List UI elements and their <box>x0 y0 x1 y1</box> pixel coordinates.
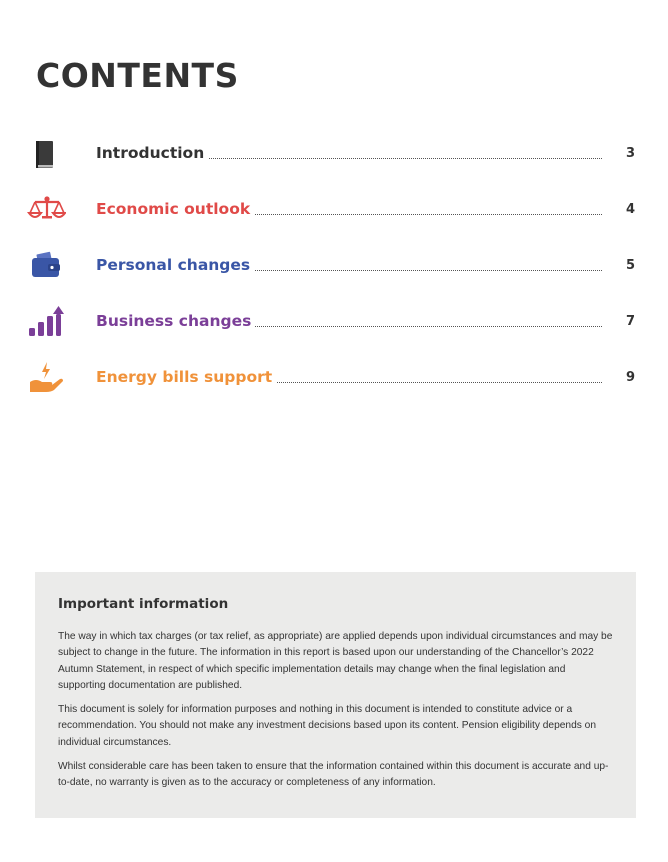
toc-page-number: 9 <box>625 370 635 385</box>
hand-energy-icon <box>26 360 66 396</box>
scales-icon <box>26 192 66 228</box>
book-icon <box>26 136 66 172</box>
toc-page-number: 3 <box>625 146 635 161</box>
page-title: CONTENTS <box>36 56 239 95</box>
toc-item-personal-changes[interactable] <box>26 244 638 300</box>
important-information-box <box>35 572 636 818</box>
table-of-contents <box>26 132 638 412</box>
toc-page-number: 7 <box>625 314 635 329</box>
info-paragraph: The way in which tax charges (or tax relief, as appropriate) are applied depends upon individual circumstances and may be subject to change in the future. The information in this report is based upon our understanding of the Chancellor’s 2022 Autumn Statement, in respect of which specific implementation details may change when the final legislation and supporting documentation are published. <box>58 631 613 691</box>
toc-label: Personal changes <box>96 255 254 275</box>
toc-label: Business changes <box>96 311 255 331</box>
toc-item-economic-outlook[interactable] <box>26 188 638 244</box>
info-title: Important information <box>58 596 229 612</box>
toc-page-number: 5 <box>625 258 635 273</box>
toc-item-energy-bills-support[interactable] <box>26 356 638 412</box>
toc-page-number: 4 <box>625 202 635 217</box>
info-paragraph: This document is solely for information purposes and nothing in this document is intended to constitute advice or a recommendation. You should not make any investment decisions based upon its content. Pension eligibility depends on individual circumstances. <box>58 704 597 748</box>
toc-label: Economic outlook <box>96 199 254 219</box>
toc-item-business-changes[interactable] <box>26 300 638 356</box>
wallet-icon <box>26 248 66 284</box>
info-paragraph: Whilst considerable care has been taken to ensure that the information contained within this document is accurate and up-to-date, no warranty is given as to the accuracy or completeness of any information. <box>58 761 609 789</box>
toc-label: Energy bills support <box>96 367 276 387</box>
toc-label: Introduction <box>96 143 208 163</box>
toc-item-introduction[interactable] <box>26 132 638 188</box>
bar-chart-arrow-icon <box>26 304 66 340</box>
